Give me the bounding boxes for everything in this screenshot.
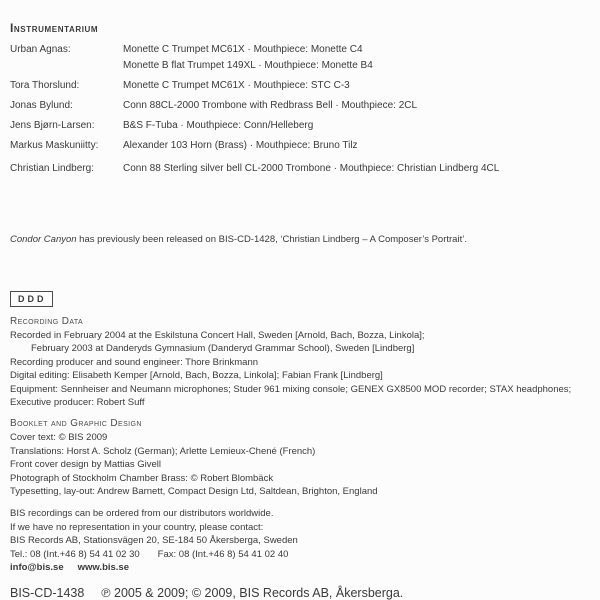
instrument-details: [123, 161, 592, 177]
instrument-row: [10, 98, 592, 114]
recording-line: Equipment: Sennheiser and Neumann microphones; Studer 961 mixing console; GENEX GX8500 MOD recorder; STAX headphones;: [10, 383, 572, 395]
website-address: www.bis.se: [77, 562, 129, 574]
ddd-badge-row: [10, 289, 592, 307]
instrument-line: Conn 88 Sterling silver bell CL-2000 Trombone · Mouthpiece: Christian Lindberg 4CL: [123, 163, 500, 174]
instrumentarium-table: [10, 42, 592, 177]
recording-data-heading: Recording Data: [10, 316, 84, 327]
instrument-line: Alexander 103 Horn (Brass) · Mouthpiece: Bruno Tilz: [123, 140, 358, 151]
instrument-row: [10, 138, 592, 154]
booklet-design-heading: Booklet and Graphic Design: [10, 418, 142, 430]
performer-name: Christian Lindberg:: [10, 163, 94, 174]
booklet-line: Typesetting, lay-out: Andrew Barnett, Compact Design Ltd, Saltdean, Brighton, England: [10, 486, 378, 498]
distribution-line: If we have no representation in your country, please contact:: [10, 521, 264, 533]
note-text: has previously been released on BIS-CD-1428, ‘Christian Lindberg – A Composer’s Portrait’.: [76, 234, 467, 245]
booklet-line: Photograph of Stockholm Chamber Brass: © Robert Blombäck: [10, 472, 274, 484]
performer-name: Tora Thorslund:: [10, 80, 80, 91]
instrument-line: Monette B flat Trumpet 149XL · Mouthpiece: Monette B4: [123, 60, 373, 71]
previous-release-note: [10, 233, 592, 246]
telephone-number: Tel.: 08 (Int.+46 8) 54 41 02 30: [10, 548, 140, 560]
instrument-line: Conn 88CL-2000 Trombone with Redbrass Bell · Mouthpiece: 2CL: [123, 100, 418, 111]
instrument-details: [123, 138, 592, 154]
instrument-line: Monette C Trumpet MC61X · Mouthpiece: STC C-3: [123, 80, 350, 91]
rights-text: ℗ 2005 & 2009; © 2009, BIS Records AB, Åkersberga.: [101, 585, 404, 600]
booklet-line: Front cover design by Mattias Givell: [10, 459, 162, 471]
performer-name: Markus Maskuniitty:: [10, 140, 99, 151]
booklet-line: Cover text: © BIS 2009: [10, 432, 108, 444]
recording-line: Executive producer: Robert Suff: [10, 397, 145, 409]
performer-name: Jonas Bylund:: [10, 100, 73, 111]
work-title: Condor Canyon: [10, 234, 77, 245]
distribution-line: BIS Records AB, Stationsvägen 20, SE-184 50 Åkersberga, Sweden: [10, 535, 298, 547]
instrument-row: [10, 161, 592, 177]
ddd-badge: DDD: [10, 291, 53, 307]
fax-number: Fax: 08 (Int.+46 8) 54 41 02 40: [157, 548, 289, 560]
email-address: info@bis.se: [10, 562, 64, 574]
booklet-line: Translations: Horst A. Scholz (German); Arlette Lemieux-Chené (French): [10, 445, 316, 457]
instrument-details: [123, 42, 592, 74]
instrument-details: [123, 98, 592, 114]
recording-line: February 2003 at Danderyds Gymnasium (Danderyd Grammar School), Sweden [Lindberg]: [31, 343, 415, 355]
recording-data-section: [10, 316, 592, 409]
recording-line: Digital editing: Elisabeth Kemper [Arnold, Bach, Bozza, Linkola]; Fabian Frank [Lindberg]: [10, 370, 383, 382]
distribution-line: BIS recordings can be ordered from our distributors worldwide.: [10, 508, 274, 520]
footer-line: [10, 585, 592, 600]
instrumentarium-heading: Instrumentarium: [10, 21, 99, 35]
tel-fax-line: [10, 548, 592, 561]
booklet-design-section: [10, 418, 592, 498]
catalog-number: BIS-CD-1438: [10, 585, 85, 600]
contact-line: [10, 561, 592, 574]
instrument-row: [10, 78, 592, 94]
distribution-section: [10, 507, 592, 574]
performer-name: Urban Agnas:: [10, 44, 71, 55]
instrument-line: B&S F-Tuba · Mouthpiece: Conn/Helleberg: [123, 120, 314, 131]
recording-line: Recorded in February 2004 at the Eskilstuna Concert Hall, Sweden [Arnold, Bach, Bozza, Linkola];: [10, 330, 425, 341]
instrument-details: [123, 118, 592, 134]
instrument-details: [123, 78, 592, 94]
instrument-line: Monette C Trumpet MC61X · Mouthpiece: Monette C4: [123, 44, 363, 55]
instrument-row: [10, 42, 592, 74]
performer-name: Jens Bjørn-Larsen:: [10, 120, 95, 131]
recording-line: Recording producer and sound engineer: Thore Brinkmann: [10, 356, 259, 368]
instrument-row: [10, 118, 592, 134]
